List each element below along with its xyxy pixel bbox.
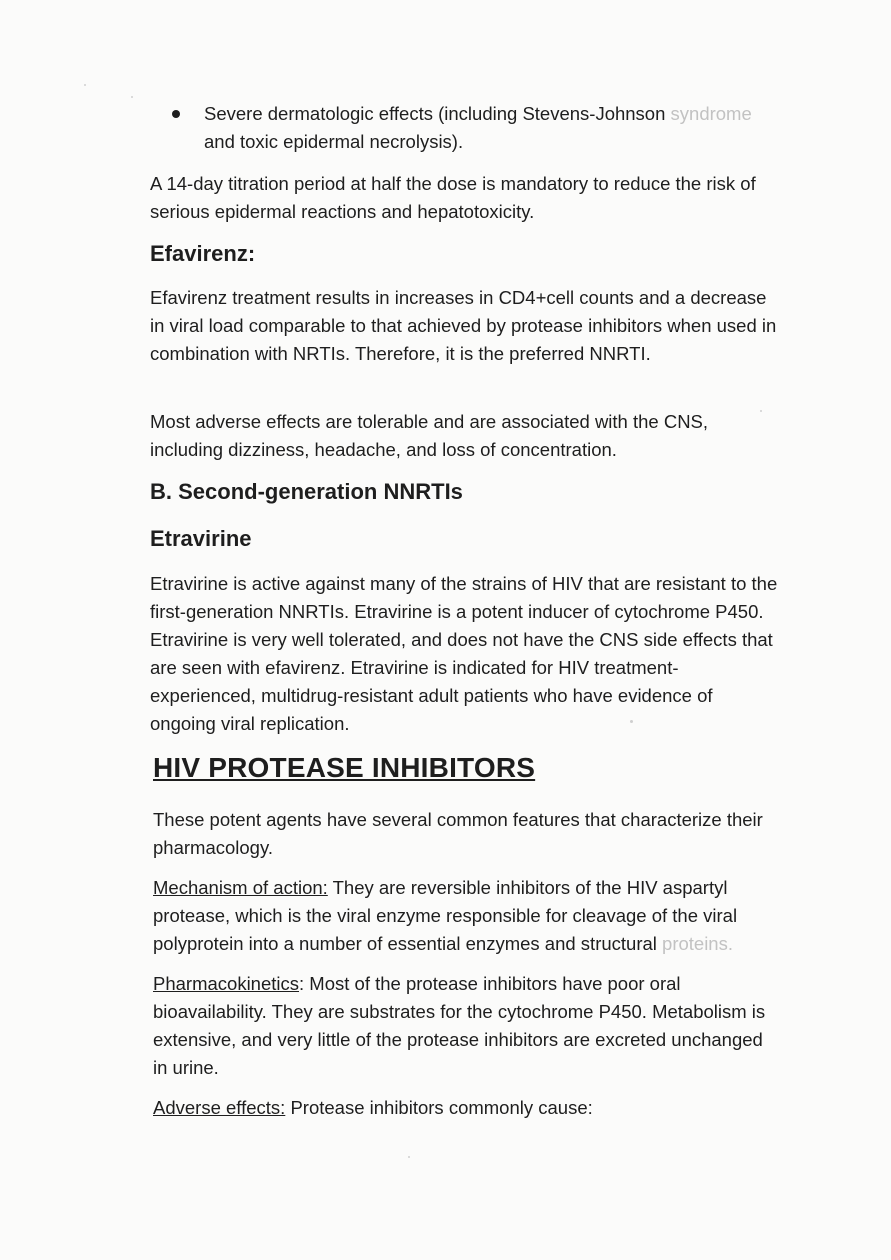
efavirenz-paragraph-1: Efavirenz treatment results in increases in CD4+cell counts and a decrease in viral load comparable to that achieved by protease inhibitors when used in combination with NRTIs. Therefore, it is the preferred NNRTI.: [150, 287, 777, 364]
mechanism-text: They are reversible inhibitors of the HIV aspartyl protease, which is the viral enzyme responsible for cleavage of the viral polyprotein into a number of essential enzymes and structural: [153, 877, 738, 954]
bullet-text: [204, 100, 782, 156]
adverse-effects-paragraph: [153, 1094, 773, 1122]
pharmacokinetics-paragraph: [153, 970, 773, 1082]
bullet-icon: [172, 110, 180, 118]
scan-speck: [84, 84, 86, 86]
pharmacokinetics-text: : Most of the protease inhibitors have poor oral bioavailability. They are substrates for the cytochrome P450. Metabolism is extensive, and very little of the protease inhibitors are excreted unchanged in urine.: [153, 973, 766, 1078]
etravirine-paragraph: Etravirine is active against many of the strains of HIV that are resistant to the first-generation NNRTIs. Etravirine is a potent inducer of cytochrome P450. Etravirine is very well tolerated, and does not have the CNS side effects that are seen with efavirenz. Etravirine is indicated for HIV treatment-experienced, multidrug-resistant adult patients who have evidence of ongoing viral replication.: [150, 573, 778, 734]
etravirine-heading: Etravirine: [150, 526, 252, 551]
protease-inhibitors-heading: HIV PROTEASE INHIBITORS: [153, 752, 536, 783]
mechanism-faded-text: proteins.: [656, 933, 733, 954]
second-generation-heading: B. Second-generation NNRTIs: [150, 479, 463, 504]
scan-speck: [408, 1156, 410, 1158]
bullet-main-text: Severe dermatologic effects (including Stevens-Johnson: [204, 103, 666, 124]
adverse-effects-label: Adverse effects:: [153, 1097, 286, 1118]
protease-intro: These potent agents have several common features that characterize their pharmacology.: [153, 809, 763, 858]
pharmacokinetics-label: Pharmacokinetics: [153, 973, 300, 994]
efavirenz-paragraph-2: Most adverse effects are tolerable and are associated with the CNS, including dizziness, headache, and loss of concentration.: [150, 411, 709, 460]
scan-speck: [760, 410, 762, 412]
efavirenz-heading: Efavirenz:: [150, 241, 256, 266]
titration-paragraph: A 14-day titration period at half the dose is mandatory to reduce the risk of serious epidermal reactions and hepatotoxicity.: [150, 173, 756, 222]
mechanism-paragraph: [153, 874, 773, 958]
scan-speck: [131, 96, 133, 98]
bullet-faded-text: syndrome: [665, 103, 752, 124]
bullet-continuation: and toxic epidermal necrolysis).: [204, 131, 464, 152]
mechanism-label: Mechanism of action:: [153, 877, 328, 898]
adverse-effects-text: Protease inhibitors commonly cause:: [285, 1097, 593, 1118]
scan-speck: [630, 720, 633, 723]
